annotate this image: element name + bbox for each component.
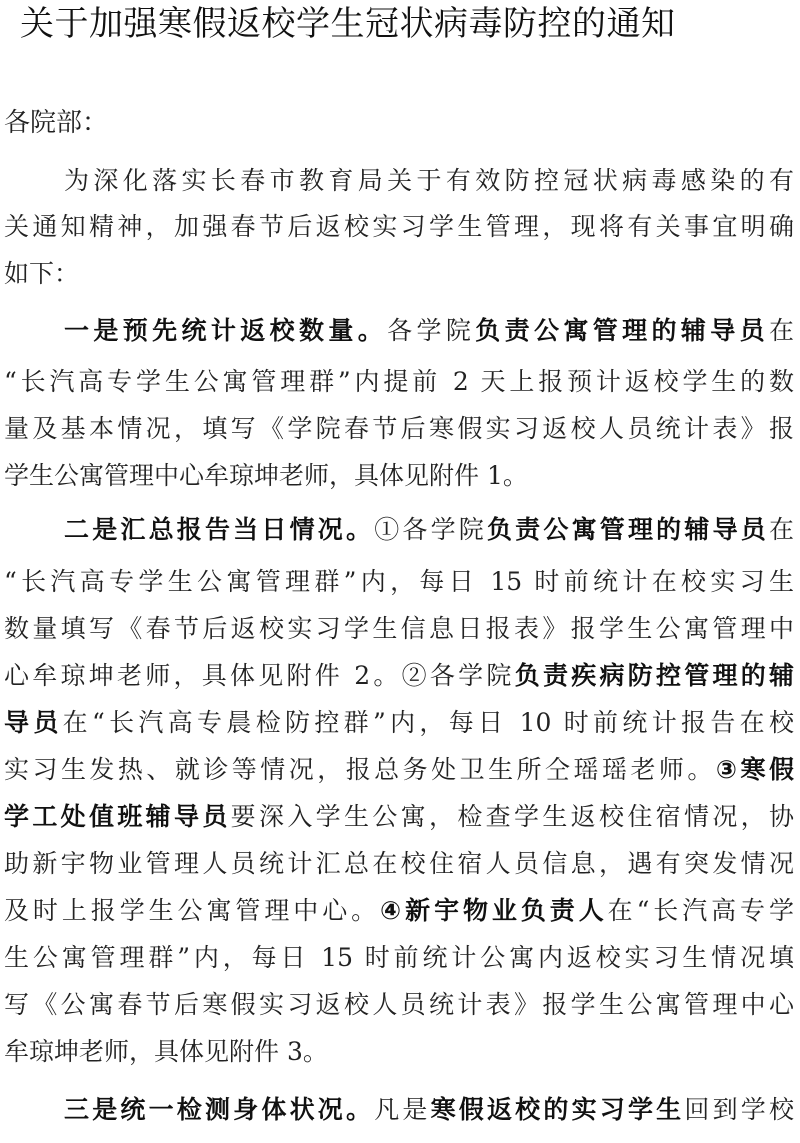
- body-text: 回到学校: [684, 1095, 794, 1124]
- body-text: 数量填写《春节后返校实习学生信息日报表》报学生公寓管理中: [4, 614, 794, 643]
- body-line: [4, 938, 794, 978]
- emphasis-text: ④新宇物业负责人: [380, 896, 608, 925]
- body-text: 在: [768, 316, 794, 345]
- body-line: [64, 1090, 794, 1130]
- body-line: [64, 311, 794, 351]
- body-text: 在“长汽高专学: [607, 896, 794, 925]
- body-text: 及时上报学生公寓管理中心。: [4, 896, 381, 925]
- body-text: 在: [768, 515, 794, 544]
- body-text: 写《公寓春节后寒假实习返校人员统计表》报学生公寓管理中心: [4, 990, 794, 1019]
- body-line: [4, 703, 794, 743]
- emphasis-text: 负责公寓管理的辅导员: [486, 515, 769, 544]
- body-text: 各学院: [387, 316, 476, 345]
- body-line: [4, 797, 794, 837]
- body-text: 学生公寓管理中心牟琼坤老师，具体见附件 1。: [4, 461, 528, 490]
- emphasis-text: 一是预先统计返校数量。: [64, 316, 388, 345]
- body-text: 生公寓管理群”内，每日 15 时前统计公寓内返校实习生情况填: [4, 943, 794, 972]
- emphasis-text: 二是汇总报告当日情况。: [64, 515, 375, 544]
- emphasis-text: 导员: [4, 708, 63, 737]
- body-line: [4, 1032, 794, 1072]
- body-text: 实习生发热、就诊等情况，报总务处卫生所仝瑶瑶老师。: [4, 755, 716, 784]
- body-text: “长汽高专学生公寓管理群”内提前 2 天上报预计返校学生的数: [4, 367, 794, 396]
- body-line: [4, 985, 794, 1025]
- body-line: [4, 562, 794, 602]
- body-line: [4, 656, 794, 696]
- emphasis-text: ③寒假: [715, 755, 794, 784]
- emphasis-text: 负责疾病防控管理的辅: [514, 661, 794, 690]
- body-text: 凡是: [374, 1095, 431, 1124]
- body-text: 牟琼坤老师，具体见附件 3。: [4, 1037, 328, 1066]
- body-text: 在“长汽高专晨检防控群”内，每日 10 时前统计报告在校: [62, 708, 794, 737]
- document-title: 关于加强寒假返校学生冠状病毒防控的通知: [20, 4, 676, 44]
- emphasis-text: 学工处值班辅导员: [4, 802, 231, 831]
- body-line: [64, 161, 794, 201]
- emphasis-text: 三是统一检测身体状况。: [64, 1095, 375, 1124]
- body-line: [4, 609, 794, 649]
- body-line: [4, 844, 794, 884]
- body-text: 助新宇物业管理人员统计汇总在校住宿人员信息，遇有突发情况: [4, 849, 794, 878]
- body-line: [4, 750, 794, 790]
- emphasis-text: 寒假返校的实习学生: [430, 1095, 685, 1124]
- salutation: 各院部：: [4, 108, 109, 138]
- body-text: 如下：: [4, 259, 80, 288]
- body-text: 关通知精神，加强春节后返校实习学生管理，现将有关事宜明确: [4, 212, 794, 241]
- body-text: 心牟琼坤老师，具体见附件 2。②各学院: [4, 661, 515, 690]
- body-line: [4, 891, 794, 931]
- body-text: 为深化落实长春市教育局关于有效防控冠状病毒感染的有: [64, 166, 794, 195]
- body-text: 量及基本情况，填写《学院春节后寒假实习返校人员统计表》报: [4, 414, 794, 443]
- body-text: 要深入学生公寓，检查学生返校住宿情况，协: [230, 802, 794, 831]
- body-text: “长汽高专学生公寓管理群”内，每日 15 时前统计在校实习生: [4, 567, 794, 596]
- body-line: [4, 456, 794, 496]
- body-line: [4, 362, 794, 402]
- body-line: [4, 254, 794, 294]
- emphasis-text: 负责公寓管理的辅导员: [475, 316, 769, 345]
- body-line: [4, 207, 794, 247]
- body-line: [4, 409, 794, 449]
- body-line: [64, 510, 794, 550]
- body-text: ①各学院: [374, 515, 487, 544]
